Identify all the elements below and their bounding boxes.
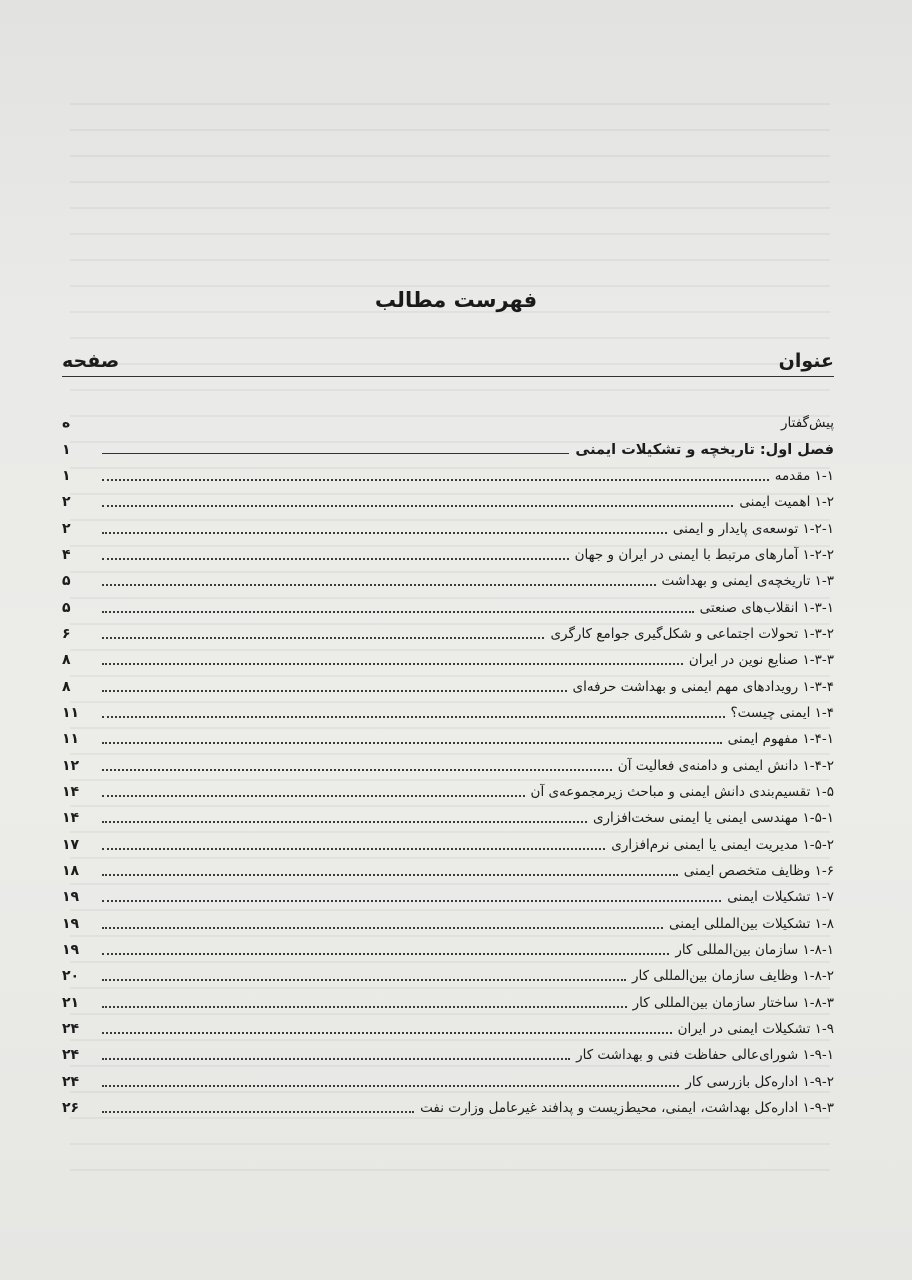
toc-entry-label: ۱-۳ تاریخچه‌ی ایمنی و بهداشت bbox=[661, 573, 834, 590]
toc-entry-label: ۱-۵ تقسیم‌بندی دانش ایمنی و مباحث زیرمجموعه‌ی آن bbox=[530, 783, 834, 800]
leader-dots bbox=[102, 584, 656, 586]
toc-entry-page: ۱۹ bbox=[62, 915, 80, 932]
leader-dots bbox=[102, 716, 725, 718]
toc-entry[interactable] bbox=[62, 673, 834, 699]
toc-entry-page: ۲۴ bbox=[62, 1021, 80, 1038]
leader-dots bbox=[102, 874, 678, 876]
leader-dots bbox=[102, 848, 605, 850]
toc-entry-page: ۱ bbox=[62, 467, 71, 484]
toc-entry-label: ۱-۲-۱ توسعه‌ی پایدار و ایمنی bbox=[672, 520, 834, 537]
leader-dots bbox=[102, 690, 567, 692]
toc-entry-page: ۱۲ bbox=[62, 757, 80, 774]
toc-entry-page: ۱۴ bbox=[62, 783, 80, 800]
toc-entry[interactable] bbox=[62, 779, 834, 805]
leader-dots bbox=[102, 479, 769, 481]
toc-entry[interactable] bbox=[62, 990, 834, 1016]
toc-entry-page: ۵ bbox=[62, 573, 71, 590]
toc-entry-page: ۶ bbox=[62, 625, 71, 642]
toc-entry-label: ۱-۵-۲ مدیریت ایمنی یا ایمنی نرم‌افزاری bbox=[611, 836, 834, 853]
toc-entry-page: ۲ bbox=[62, 520, 71, 537]
toc-entry[interactable] bbox=[62, 1095, 834, 1121]
toc-entry-page: ۱۸ bbox=[62, 863, 80, 880]
toc-entry[interactable] bbox=[62, 1069, 834, 1095]
leader-dots bbox=[102, 821, 587, 823]
toc-entry-page: ۱ bbox=[62, 441, 71, 458]
leader-dots bbox=[102, 558, 569, 560]
toc-entry-label: ۱-۸ تشکیلات بین‌المللی ایمنی bbox=[669, 915, 834, 932]
toc-entry-label: ۱-۸-۲ وظایف سازمان بین‌المللی کار bbox=[631, 968, 834, 985]
toc-entry-label: ۱-۲ اهمیت ایمنی bbox=[739, 494, 834, 511]
toc-entry[interactable] bbox=[62, 700, 834, 726]
toc-entry-label: ۱-۴-۱ مفهوم ایمنی bbox=[727, 731, 834, 748]
toc-entry-label: ۱-۴ ایمنی چیست؟ bbox=[730, 704, 834, 721]
toc-entry[interactable] bbox=[62, 1042, 834, 1068]
leader-dots bbox=[102, 637, 544, 639]
toc-entry-page: ۴ bbox=[62, 546, 71, 563]
toc-entry-label: ۱-۹-۲ اداره‌کل بازرسی کار bbox=[685, 1073, 834, 1090]
toc-header bbox=[62, 346, 834, 377]
toc-entry-label: ۱-۹-۳ اداره‌کل بهداشت، ایمنی، محیط‌زیست و پدافند غیرعامل وزارت نفت bbox=[420, 1100, 834, 1117]
leader-dots bbox=[102, 1058, 570, 1060]
toc-entry-label: ۱-۱ مقدمه bbox=[774, 467, 834, 484]
toc-entry[interactable] bbox=[62, 1016, 834, 1042]
leader-dots bbox=[102, 1111, 414, 1113]
toc-entry[interactable] bbox=[62, 805, 834, 831]
leader-dots bbox=[102, 900, 721, 902]
leader-dots bbox=[102, 953, 669, 955]
leader-dots bbox=[102, 1032, 672, 1034]
leader-dots bbox=[102, 453, 569, 454]
page-title: فهرست مطالب bbox=[374, 288, 538, 312]
leader-dots bbox=[102, 979, 626, 981]
toc-entry-page: ۲۴ bbox=[62, 1073, 80, 1090]
toc-entry-page: ۲۴ bbox=[62, 1047, 80, 1064]
toc-entry-page: ۲ bbox=[62, 494, 71, 511]
toc-entry[interactable] bbox=[62, 489, 834, 515]
toc-entry-page: ۱۱ bbox=[62, 704, 80, 721]
toc-entry-label: ۱-۸-۱ سازمان بین‌المللی کار bbox=[675, 942, 834, 959]
toc-entry-label: ۱-۷ تشکیلات ایمنی bbox=[727, 889, 834, 906]
leader-dots bbox=[102, 532, 667, 534]
toc-entry-page: ۲۶ bbox=[62, 1100, 80, 1117]
leader-dots bbox=[102, 505, 733, 507]
toc-entry-page: ۵ bbox=[62, 599, 71, 616]
toc-entry[interactable] bbox=[62, 410, 834, 436]
toc-entry[interactable] bbox=[62, 594, 834, 620]
leader-dots bbox=[102, 611, 694, 613]
toc-chapter-entry[interactable] bbox=[62, 436, 834, 462]
toc-entry[interactable] bbox=[62, 463, 834, 489]
leader-dots bbox=[102, 1006, 627, 1008]
toc-entry[interactable] bbox=[62, 963, 834, 989]
toc-entry-page: ۸ bbox=[62, 678, 71, 695]
toc-entry[interactable] bbox=[62, 621, 834, 647]
toc-entry-page: ۱۴ bbox=[62, 810, 80, 827]
toc-entry-label: ۱-۸-۳ ساختار سازمان بین‌المللی کار bbox=[632, 994, 834, 1011]
toc-entry-page: ۲۰ bbox=[62, 968, 80, 985]
table-of-contents bbox=[62, 410, 834, 1121]
toc-entry-page: ۱۷ bbox=[62, 836, 80, 853]
toc-entry[interactable] bbox=[62, 726, 834, 752]
leader-dots bbox=[102, 663, 683, 665]
toc-entry-label: ۱-۹ تشکیلات ایمنی در ایران bbox=[677, 1021, 834, 1038]
toc-entry-page: ۱۹ bbox=[62, 889, 80, 906]
toc-entry-label: ۱-۳-۲ تحولات اجتماعی و شکل‌گیری جوامع کارگری bbox=[550, 625, 834, 642]
toc-entry[interactable] bbox=[62, 647, 834, 673]
toc-entry-label: ۱-۵-۱ مهندسی ایمنی یا ایمنی سخت‌افزاری bbox=[592, 810, 834, 827]
title-column-header: عنوان bbox=[778, 350, 834, 372]
toc-entry-page: ۲۱ bbox=[62, 994, 80, 1011]
toc-entry-page: ه bbox=[62, 415, 71, 432]
toc-entry[interactable] bbox=[62, 568, 834, 594]
toc-entry-label: فصل اول: تاریخچه و تشکیلات ایمنی bbox=[575, 441, 834, 458]
toc-entry[interactable] bbox=[62, 542, 834, 568]
toc-entry-page: ۱۱ bbox=[62, 731, 80, 748]
toc-entry-label: پیش‌گفتار bbox=[780, 415, 834, 432]
toc-entry-label: ۱-۹-۱ شورای‌عالی حفاظت فنی و بهداشت کار bbox=[576, 1047, 834, 1064]
leader-dots bbox=[102, 742, 722, 744]
toc-entry-page: ۸ bbox=[62, 652, 71, 669]
leader-dots bbox=[102, 1085, 679, 1087]
toc-entry-page: ۱۹ bbox=[62, 942, 80, 959]
toc-entry-label: ۱-۳-۴ رویدادهای مهم ایمنی و بهداشت حرفه‌ای bbox=[572, 678, 834, 695]
toc-entry[interactable] bbox=[62, 884, 834, 910]
toc-entry-label: ۱-۳-۳ صنایع نوین در ایران bbox=[688, 652, 834, 669]
toc-entry-label: ۱-۲-۲ آمارهای مرتبط با ایمنی در ایران و جهان bbox=[574, 546, 834, 563]
toc-entry[interactable] bbox=[62, 515, 834, 541]
leader-dots bbox=[102, 769, 612, 771]
toc-entry[interactable] bbox=[62, 911, 834, 937]
toc-entry[interactable] bbox=[62, 937, 834, 963]
toc-entry-label: ۱-۳-۱ انقلاب‌های صنعتی bbox=[699, 599, 834, 616]
leader-dots bbox=[102, 795, 525, 797]
page-column-header: صفحه bbox=[62, 350, 120, 372]
toc-entry[interactable] bbox=[62, 832, 834, 858]
toc-entry[interactable] bbox=[62, 752, 834, 778]
toc-entry[interactable] bbox=[62, 858, 834, 884]
toc-entry-label: ۱-۴-۲ دانش ایمنی و دامنه‌ی فعالیت آن bbox=[617, 757, 834, 774]
leader-dots bbox=[102, 927, 663, 929]
toc-entry-label: ۱-۶ وظایف متخصص ایمنی bbox=[683, 863, 834, 880]
